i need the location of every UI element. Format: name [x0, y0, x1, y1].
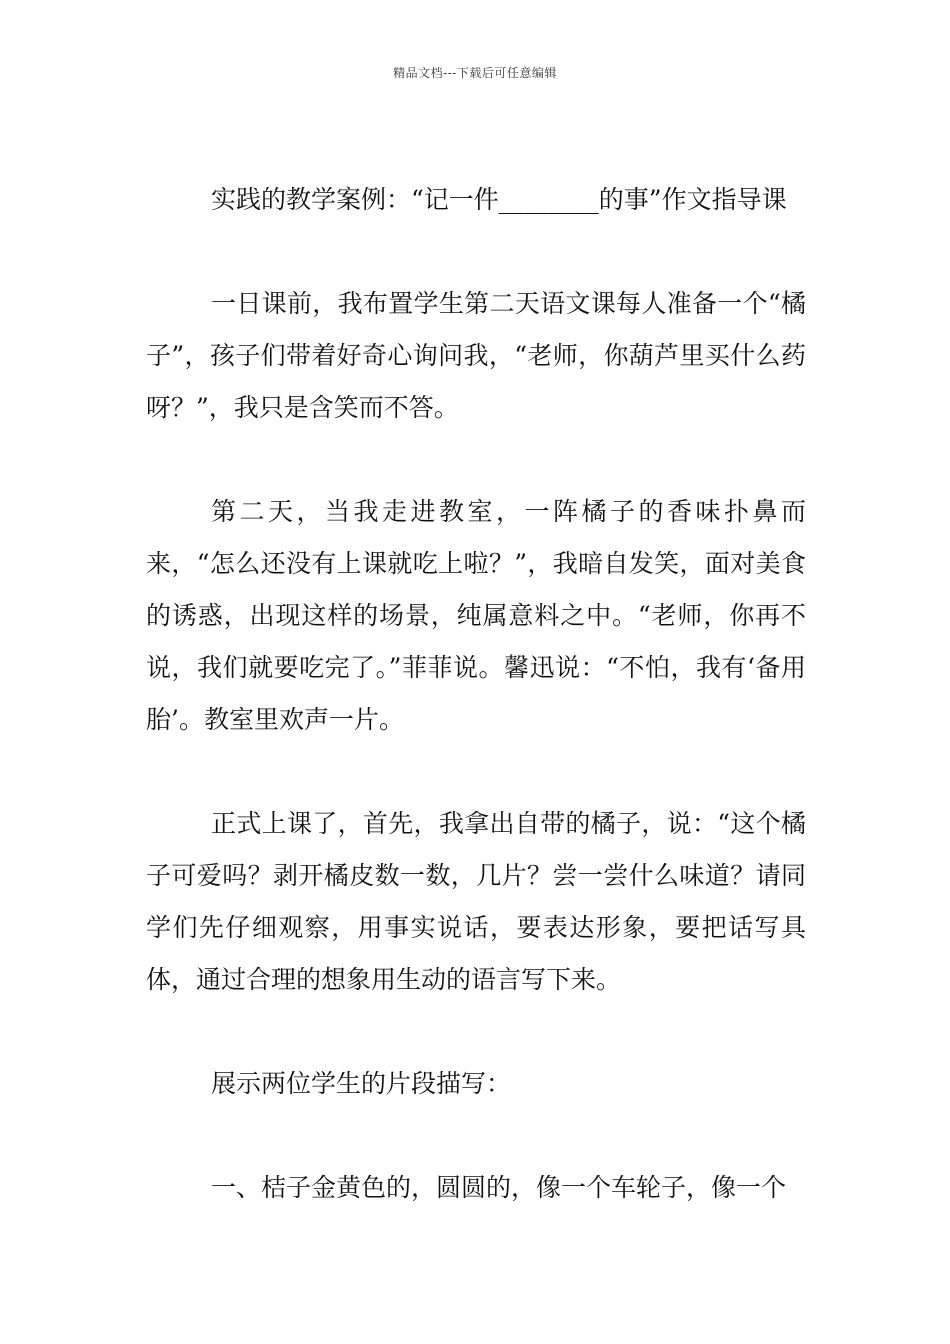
page-header: 精品文档---下载后可任意编辑	[393, 66, 557, 80]
paragraph-4: 展示两位学生的片段描写：	[211, 1069, 512, 1098]
paragraph-3: 正式上课了，首先，我拿出自带的橘子，说：“这个橘子可爱吗？剥开橘皮数一数，几片？尝一尝什么味道？请同学们先仔细观察，用事实说话，要表达形象，要把话写具体，通过合理的想象用生动的语言写下来。	[146, 809, 806, 994]
document-body	[146, 174, 806, 1214]
paragraph-5: 一、桔子金黄色的，圆圆的，像一个车轮子，像一个	[211, 1173, 787, 1202]
paragraph-2: 第二天，当我走进教室，一阵橘子的香味扑鼻而来，“怎么还没有上课就吃上啦？”，我暗自发笑，面对美食的诱惑，出现这样的场景，纯属意料之中。“老师，你再不说，我们就要吃完了。”菲菲说。馨迅说：“不怕，我有‘备用胎’。教室里欢声一片。	[146, 497, 806, 734]
paragraph-1: 一日课前，我布置学生第二天语文课每人准备一个“橘子”，孩子们带着好奇心询问我，“老师，你葫芦里买什么药呀？”，我只是含笑而不答。	[146, 289, 806, 422]
document-title: 实践的教学案例：“记一件________的事”作文指导课	[211, 185, 787, 214]
